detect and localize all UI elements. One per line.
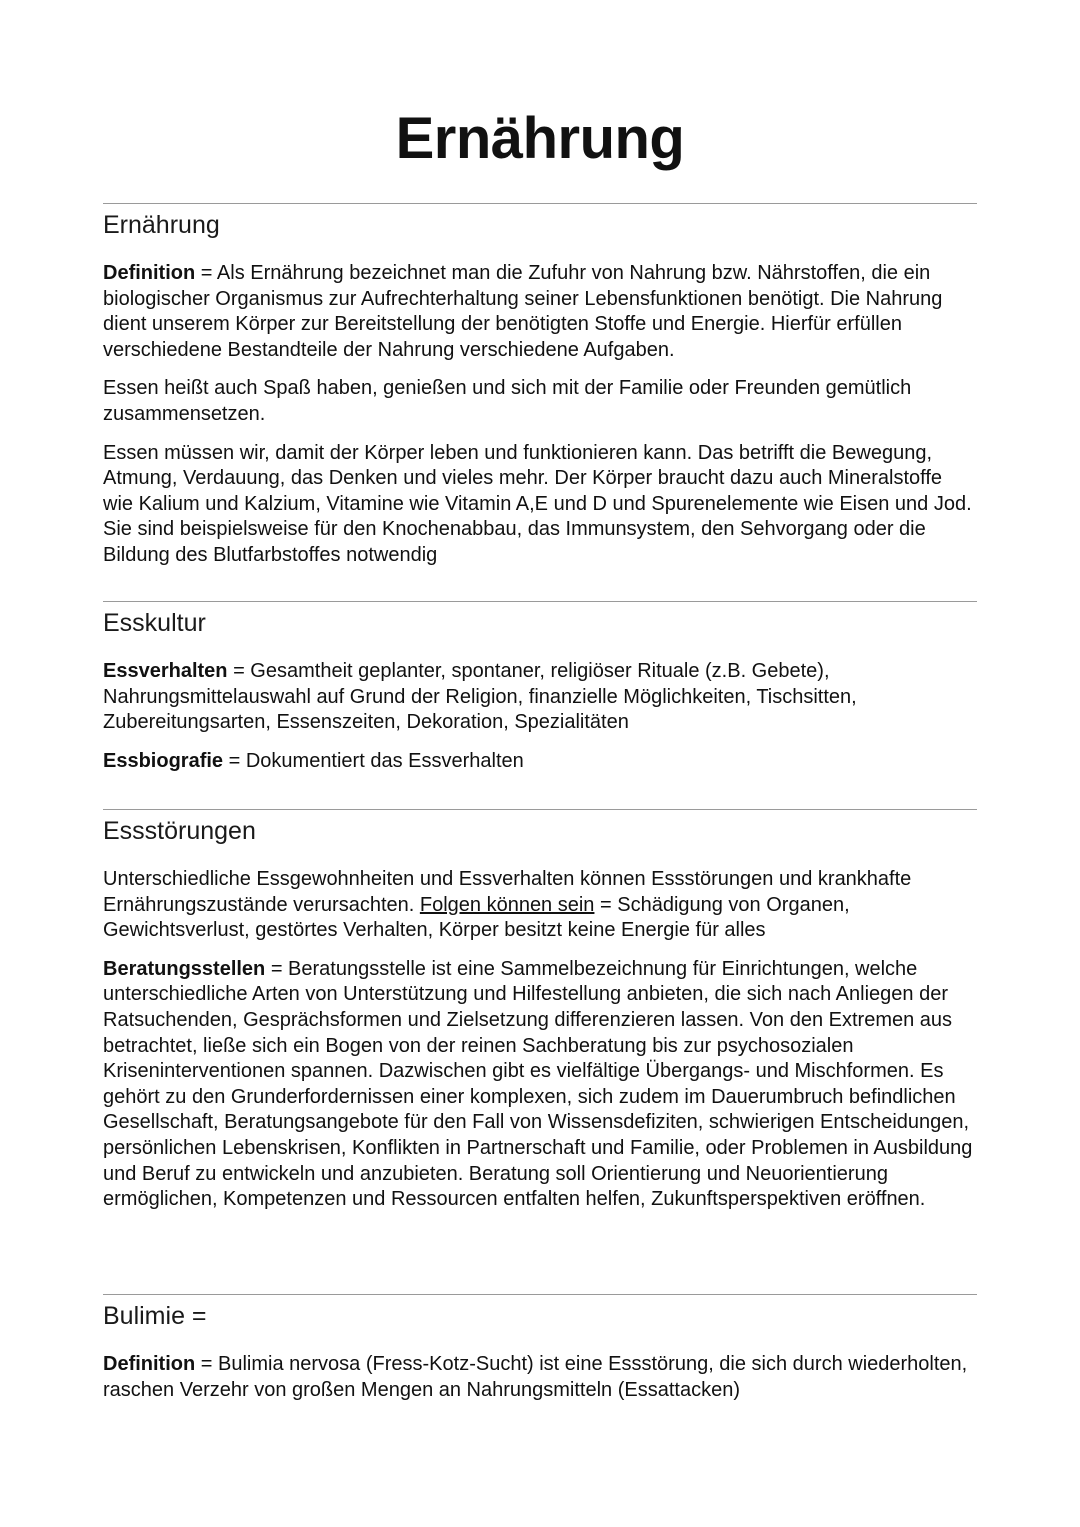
- essstoerungen-text-before: Unterschiedliche Essgewohnheiten und Essverhalten können Essstörungen und krankhafte Ernährungszustände verursachten.: [103, 868, 912, 916]
- beratungsstellen-term: Beratungsstellen: [103, 957, 266, 980]
- section-heading-essstoerungen: Essstörungen: [103, 817, 256, 845]
- essverhalten-paragraph: [103, 659, 977, 736]
- section-essstoerungen: [103, 809, 977, 1213]
- definition-text: = Als Ernährung bezeichnet man die Zufuhr von Nahrung bzw. Nährstoffen, die ein biologischer Organismus zur Aufrechterhaltung seiner Lebensfunktionen benötigt. Die Nahrung dient unserem Körper zur Bereitstellung der benötigten Stoffe und Energie. Hierfür erfüllen verschiedene Bestandteile der Nahrung verschiedene Aufgaben.: [103, 262, 943, 361]
- section-heading-ernaehrung: Ernährung: [103, 211, 220, 239]
- essbiografie-paragraph: [103, 749, 977, 775]
- essstoerungen-paragraph-1: [103, 867, 977, 944]
- ernaehrung-paragraph-3: Essen müssen wir, damit der Körper leben und funktionieren kann. Das betrifft die Bewegung, Atmung, Verdauung, das Denken und vieles mehr. Der Körper braucht dazu auch Mineralstoffe wie Kalium und Kalzium, Vitamine wie Vitamin A,E und D und Spurenelemente wie Eisen und Jod. Sie sind beispielsweise für den Knochenabbau, das Immunsystem, den Sehvorgang oder die Bildung des Blutfarbstoffes notwendig: [103, 441, 972, 566]
- definition-term: Definition: [103, 262, 196, 284]
- beratungsstellen-paragraph: [103, 957, 977, 1213]
- bulimie-definition-paragraph: [103, 1352, 977, 1403]
- essstoerungen-text-after: = Schädigung von Organen, Gewichtsverlust, gestörtes Verhalten, Körper besitzt keine Energie für alles: [103, 893, 850, 942]
- essbiografie-text: = Dokumentiert das Essverhalten: [223, 749, 524, 772]
- bulimie-definition-term: Definition: [103, 1353, 196, 1375]
- beratungsstellen-text: = Beratungsstelle ist eine Sammelbezeichnung für Einrichtungen, welche unterschiedliche Arten von Unterstützung und Hilfestellung anbieten, die sich nach Anliegen der Ratsuchenden, Gesprächsformen und Zielsetzung differenzieren lassen. Von den Extremen aus betrachtet, ließe sich ein Bogen von der reinen Sachberatung bis zur psychosozialen Kriseninterventionen spannen. Dazwischen gibt es vielfältige Übergangs- und Mischformen. Es gehört zu den Grunderfordernissen einer komplexen, sich zudem im Dauerumbruch befindlichen Gesellschaft, Beratungsangebote für den Fall von Wissensdefiziten, schwierigen Entscheidungen, persönlichen Lebenskrisen, Konflikten in Partnerschaft und Familie, oder Problemen in Ausbildung und Beruf zu entwickeln und anzubieten. Beratung soll Orientierung und Neuorientierung ermöglichen, Kompetenzen und Ressourcen entfalten helfen, Zukunftsperspektiven eröffnen.: [103, 957, 973, 1211]
- page-title: Ernährung: [395, 106, 685, 171]
- essverhalten-term: Essverhalten: [103, 660, 228, 682]
- section-heading-esskultur: Esskultur: [103, 609, 206, 637]
- ernaehrung-paragraph-2: Essen heißt auch Spaß haben, genießen und sich mit der Familie oder Freunden gemütlich zusammensetzen.: [103, 377, 912, 425]
- bulimie-definition-text: = Bulimia nervosa (Fress-Kotz-Sucht) ist eine Essstörung, die sich durch wiederholten, raschen Verzehr von großen Mengen an Nahrungsmitteln (Essattacken): [103, 1353, 968, 1401]
- section-heading-bulimie: Bulimie =: [103, 1302, 207, 1330]
- essverhalten-text: = Gesamtheit geplanter, spontaner, religiöser Rituale (z.B. Gebete), Nahrungsmittelauswahl auf Grund der Religion, finanzielle Möglichkeiten, Tischsitten, Zubereitungsarten, Essenszeiten, Dekoration, Spezialitäten: [103, 660, 857, 734]
- section-bulimie: [103, 1294, 977, 1403]
- essbiografie-term: Essbiografie: [103, 749, 224, 772]
- folgen-underlined-text: Folgen können sein: [419, 893, 595, 916]
- section-ernaehrung: [103, 203, 977, 569]
- ernaehrung-definition-paragraph: [103, 261, 977, 363]
- section-esskultur: [103, 601, 977, 774]
